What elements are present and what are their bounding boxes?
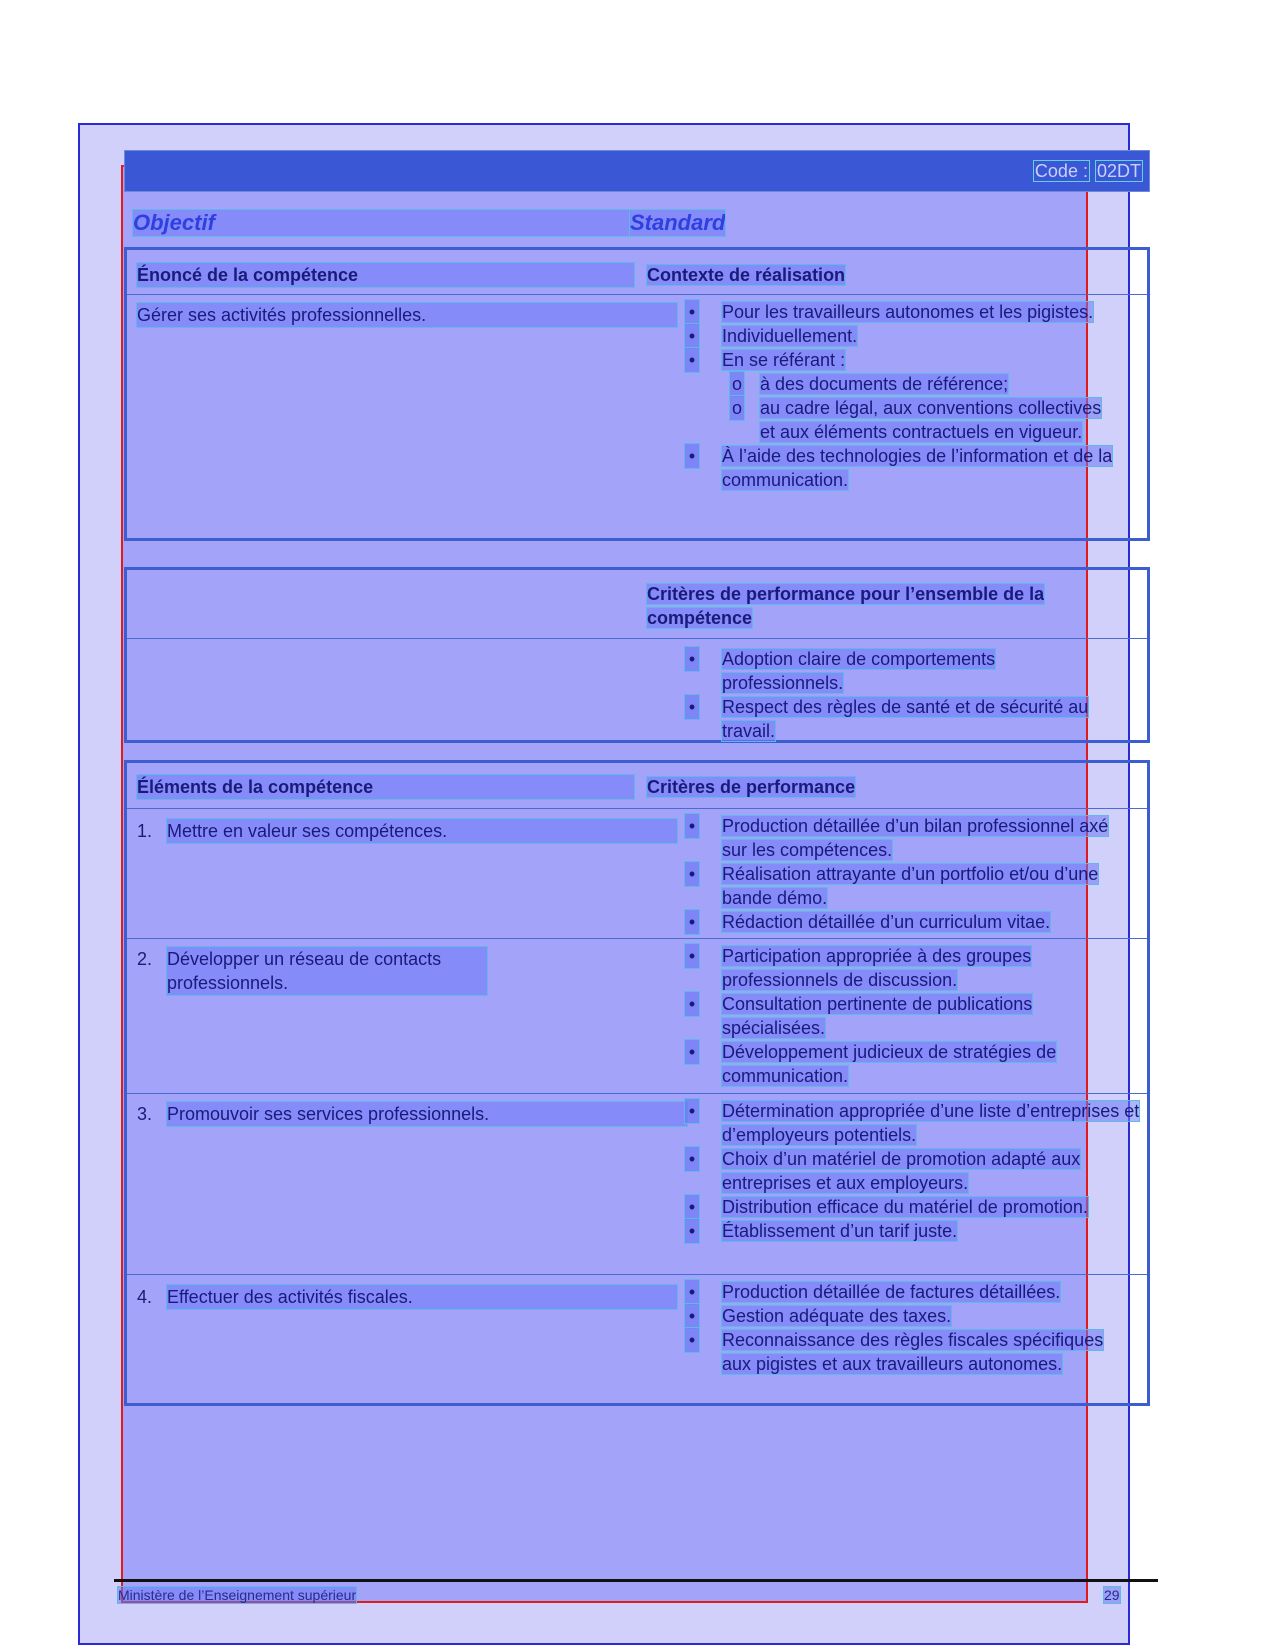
list-item: • En se référant : — [647, 348, 1117, 372]
table-row — [127, 294, 1147, 539]
criteres-list — [647, 1099, 1140, 1243]
list-item: • Établissement d’un tarif juste. — [647, 1219, 1137, 1243]
list-item: • Pour les travailleurs autonomes et les pigistes. — [647, 300, 1117, 324]
list-item: • Choix d’un matériel de promotion adapté aux entreprises et aux employeurs. — [647, 1147, 1137, 1195]
header-bar — [124, 150, 1150, 192]
list-item: • Réalisation attrayante d’un portfolio et/ou d’une bande démo. — [647, 862, 1117, 910]
elements-table — [124, 760, 1150, 1406]
element-item: 4. Effectuer des activités fiscales. — [137, 1285, 667, 1309]
global-criteria-header: Critères de performance pour l’ensemble de la compétence — [647, 584, 1045, 628]
enonce-text: Gérer ses activités professionnelles. — [137, 303, 677, 327]
list-item: • Consultation pertinente de publications spécialisées. — [647, 992, 1102, 1040]
criteres-list — [647, 814, 1117, 934]
list-item: • Production détaillée de factures détaillées. — [647, 1280, 1127, 1304]
list-item: • Individuellement. — [647, 324, 1117, 348]
contexte-list — [647, 300, 1117, 492]
standard-title: Standard — [630, 210, 726, 235]
table-header-row — [127, 250, 1147, 294]
list-item: • Production détaillée d’un bilan professionnel axé sur les compétences. — [647, 814, 1117, 862]
footer-ministry: Ministère de l’Enseignement supérieur — [118, 1587, 357, 1603]
table-header-row — [127, 763, 1147, 808]
sub-list-item: o au cadre légal, aux conventions collectives et aux éléments contractuels en vigueur. — [647, 396, 1120, 444]
list-item: • Respect des règles de santé et de sécurité au travail. — [647, 695, 1117, 743]
criteres-header: Critères de performance — [647, 777, 856, 797]
table-row — [127, 1274, 1147, 1407]
list-item: • Adoption claire de comportements professionnels. — [647, 647, 1062, 695]
list-item: • Participation appropriée à des groupes professionnels de discussion. — [647, 944, 1102, 992]
list-item: • Reconnaissance des règles fiscales spécifiques aux pigistes et aux travailleurs autonomes. — [647, 1328, 1127, 1376]
table-row — [127, 638, 1147, 741]
sub-list-item: o à des documents de référence; — [647, 372, 1120, 396]
page-number: 29 — [1104, 1587, 1120, 1603]
element-item: 2. Développer un réseau de contacts professionnels. — [137, 947, 667, 995]
element-item: 3. Promouvoir ses services professionnels. — [137, 1102, 677, 1126]
list-item: • À l’aide des technologies de l’information et de la communication. — [647, 444, 1117, 492]
objectif-title: Objectif — [133, 210, 630, 236]
list-item: • Rédaction détaillée d’un curriculum vitae. — [647, 910, 1117, 934]
competence-table — [124, 247, 1150, 541]
table-row — [127, 938, 1147, 1093]
list-item: • Distribution efficace du matériel de promotion. — [647, 1195, 1102, 1219]
enonce-header: Énoncé de la compétence — [137, 263, 634, 287]
table-row — [127, 808, 1147, 938]
element-item: 1. Mettre en valeur ses compétences. — [137, 819, 667, 843]
criteres-list — [647, 1280, 1127, 1376]
global-criteria-list — [647, 647, 1117, 743]
criteres-list — [647, 944, 1117, 1088]
footer-divider — [114, 1579, 1158, 1582]
table-row — [127, 1093, 1147, 1274]
code-label: Code : — [1034, 161, 1088, 181]
code-value: 02DT — [1096, 161, 1141, 181]
list-item: • Gestion adéquate des taxes. — [647, 1304, 1127, 1328]
program-code — [1033, 161, 1143, 182]
elements-header: Éléments de la compétence — [137, 775, 634, 799]
global-criteria-table — [124, 567, 1150, 743]
contexte-header: Contexte de réalisation — [647, 265, 846, 285]
list-item: • Détermination appropriée d’une liste d’entreprises et d’employeurs potentiels. — [647, 1099, 1142, 1147]
list-item: • Développement judicieux de stratégies de communication. — [647, 1040, 1142, 1088]
table-header-row — [127, 570, 1147, 638]
